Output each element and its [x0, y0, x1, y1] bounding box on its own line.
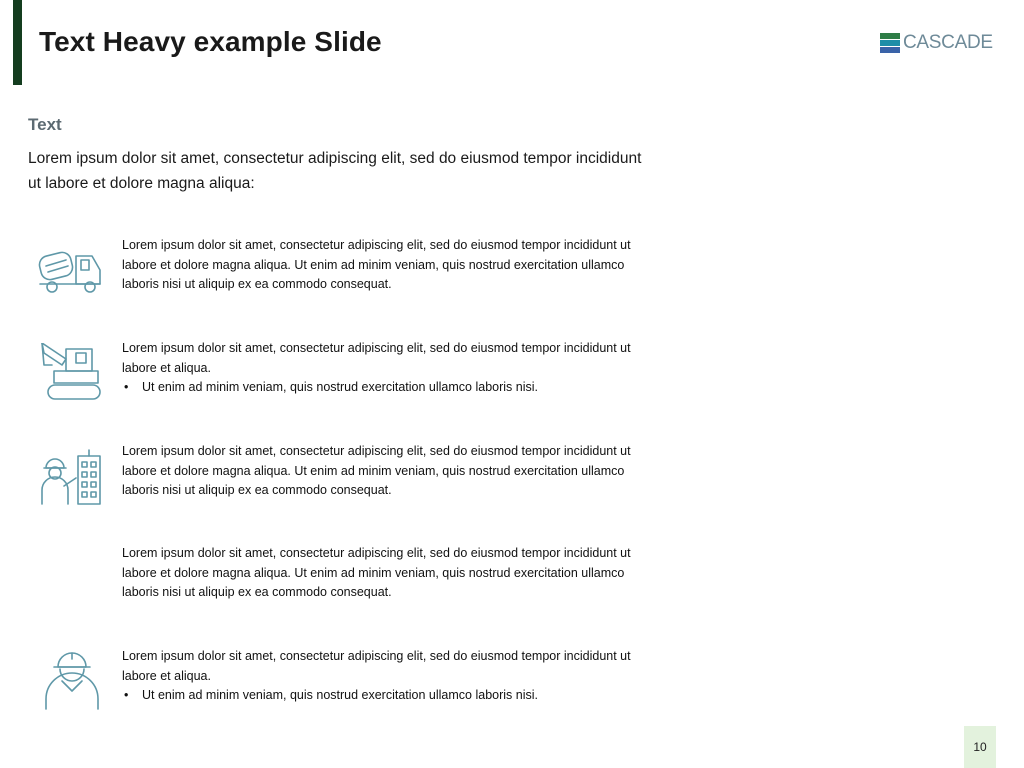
item-text [122, 647, 637, 706]
intro-paragraph: Lorem ipsum dolor sit amet, consectetur adipiscing elit, sed do eiusmod tempor incididunt ut labore et dolore magna aliqua: [28, 150, 642, 192]
stacked-layers-logo-icon [880, 33, 900, 53]
item-bullet: • Ut enim ad minim veniam, quis nostrud exercitation ullamco laboris nisi. [122, 686, 637, 706]
list-item [36, 339, 636, 409]
item-text: Lorem ipsum dolor sit amet, consectetur adipiscing elit, sed do eiusmod tempor incididunt ut labore et dolore magna aliqua. Ut enim ad minim veniam, quis nostrud exercitation ullamco laboris nisi ut aliquip ex ea commodo consequat. [122, 238, 631, 291]
section-label: Text [28, 115, 62, 134]
construction-worker-icon [36, 651, 108, 711]
item-paragraph: Lorem ipsum dolor sit amet, consectetur adipiscing elit, sed do eiusmod tempor incididunt ut labore et aliqua. [122, 341, 631, 375]
list-item [36, 236, 636, 306]
item-bullet: • Ut enim ad minim veniam, quis nostrud exercitation ullamco laboris nisi. [122, 378, 637, 398]
excavator-icon [36, 343, 108, 403]
list-item [36, 544, 636, 614]
logo-text: CASCADE [903, 32, 993, 53]
list-item [36, 442, 636, 512]
title-accent-bar [13, 0, 22, 85]
item-text: Lorem ipsum dolor sit amet, consectetur adipiscing elit, sed do eiusmod tempor incididunt ut labore et dolore magna aliqua. Ut enim ad minim veniam, quis nostrud exercitation ullamco laboris nisi ut aliquip ex ea commodo consequat. [122, 546, 631, 599]
cement-mixer-truck-icon [36, 240, 108, 300]
item-paragraph: Lorem ipsum dolor sit amet, consectetur adipiscing elit, sed do eiusmod tempor incididunt ut labore et aliqua. [122, 649, 631, 683]
page-number: 10 [964, 726, 996, 768]
cascade-logo [880, 32, 993, 54]
item-text: Lorem ipsum dolor sit amet, consectetur adipiscing elit, sed do eiusmod tempor incididunt ut labore et dolore magna aliqua. Ut enim ad minim veniam, quis nostrud exercitation ullamco laboris nisi ut aliquip ex ea commodo consequat. [122, 444, 631, 497]
worker-building-icon [36, 446, 108, 506]
slide-title: Text Heavy example Slide [39, 26, 382, 57]
item-text [122, 339, 637, 398]
list-item [36, 647, 636, 717]
